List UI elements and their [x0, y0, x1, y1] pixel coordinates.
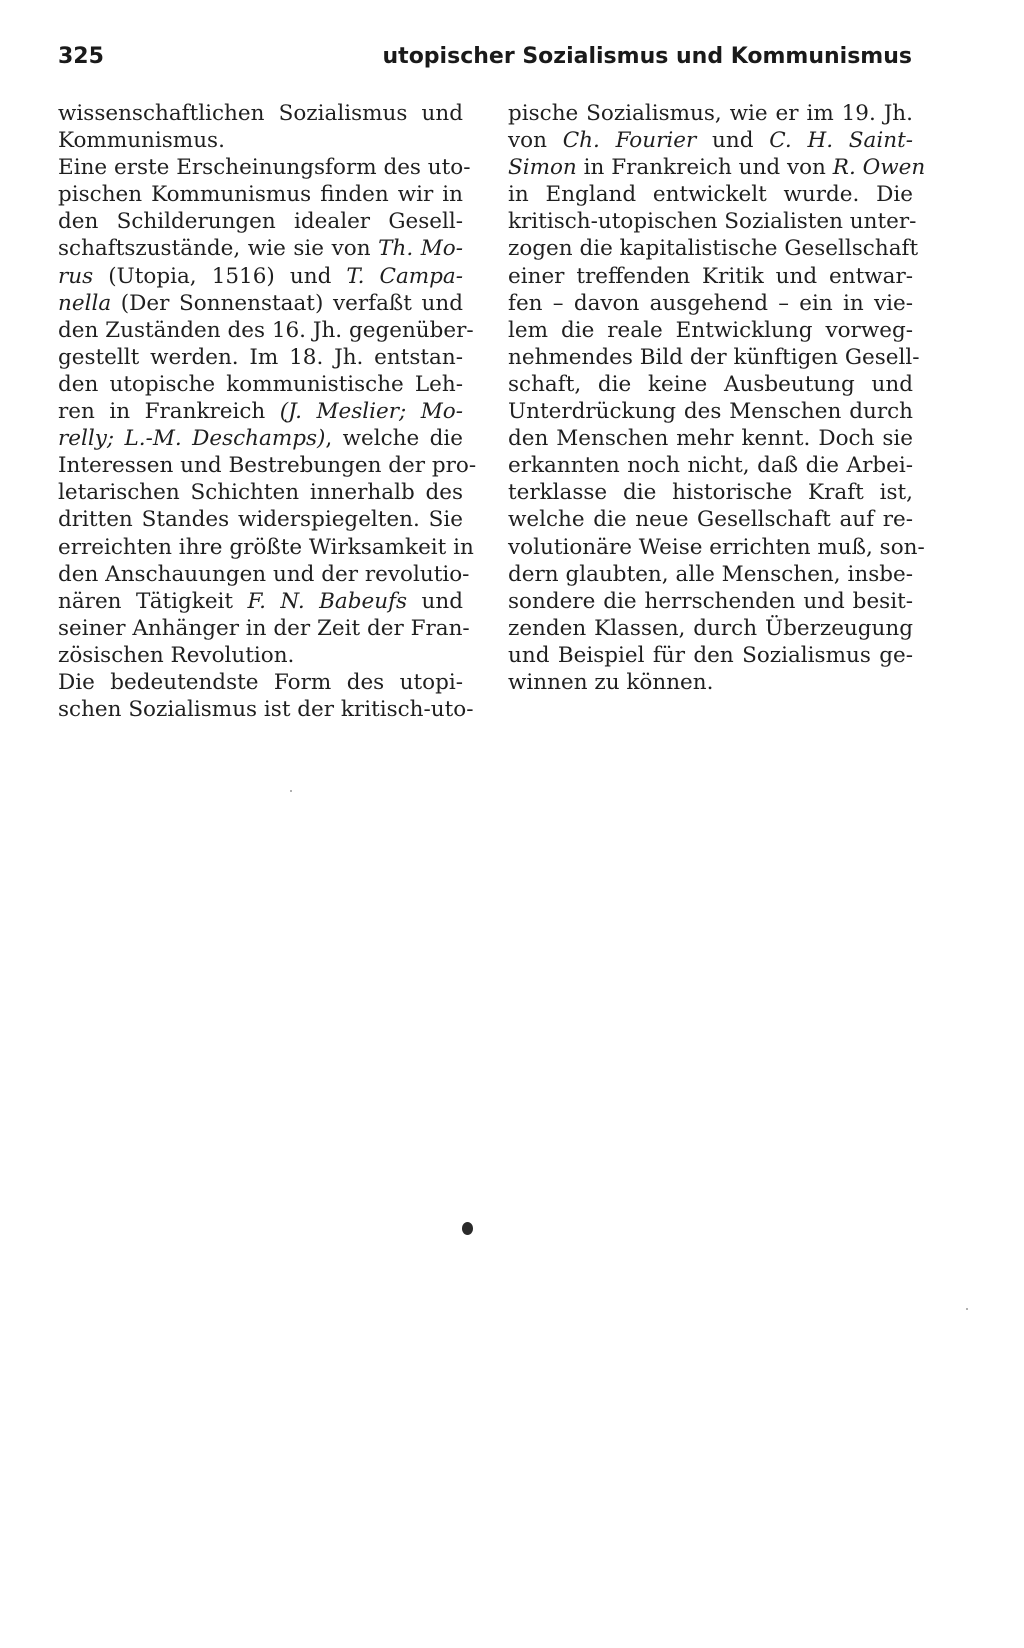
text-line: welche die neue Gesellschaft auf re- [508, 507, 913, 533]
text-line: pische Sozialismus, wie er im 19. Jh. [508, 101, 913, 126]
text-line: rus (Utopia, 1516) und T. Campa- [58, 263, 463, 289]
text-line: schaft, die keine Ausbeutung und [508, 371, 913, 397]
left-text-column [58, 100, 477, 723]
text-line: zogen die kapitalistische Gesellschaft [508, 236, 919, 262]
text-line: Eine erste Erscheinungsform des uto- [58, 155, 471, 181]
text-line: zösischen Revolution. [58, 642, 295, 668]
text-line: erreichten ihre größte Wirksamkeit in [58, 534, 474, 560]
running-title: utopischer Sozialismus und Kommunismus [382, 44, 912, 69]
text-line: winnen zu können. [508, 669, 714, 695]
text-line: Interessen und Bestrebungen der pro- [58, 453, 477, 479]
paper-speck [290, 790, 292, 792]
ink-dot [462, 1222, 473, 1235]
text-line: Simon in Frankreich und von R. Owen [508, 155, 926, 181]
text-line: nehmendes Bild der künftigen Gesell- [508, 344, 920, 370]
text-line: zenden Klassen, durch Überzeugung [508, 615, 913, 641]
text-line: von Ch. Fourier und C. H. Saint- [508, 128, 913, 154]
text-line: lem die reale Entwicklung vorweg- [508, 317, 913, 343]
text-line: sondere die herrschenden und besit- [508, 588, 913, 614]
text-line: Unterdrückung des Menschen durch [508, 399, 913, 425]
text-line: Die bedeutendste Form des utopi- [58, 669, 463, 695]
text-line: dritten Standes widerspiegelten. Sie [58, 507, 463, 533]
text-line: kritisch-utopischen Sozialisten unter- [508, 209, 917, 235]
page-number: 325 [58, 44, 104, 69]
text-line: den utopische kommunistische Leh- [58, 371, 463, 397]
paper-speck [966, 1308, 968, 1310]
text-line: relly; L.-M. Deschamps), welche die [58, 426, 464, 452]
text-line: pischen Kommunismus finden wir in [58, 182, 463, 208]
text-line: und Beispiel für den Sozialismus ge- [508, 642, 913, 668]
text-line: schaftszustände, wie sie von Th. Mo- [58, 236, 463, 262]
text-line: erkannten noch nicht, daß die Arbei- [508, 453, 913, 479]
text-line: terklasse die historische Kraft ist, [508, 480, 913, 506]
text-line: den Anschauungen und der revolutio- [58, 561, 470, 587]
text-line: fen – davon ausgehend – ein in vie- [508, 290, 913, 316]
text-line: in England entwickelt wurde. Die [508, 182, 913, 208]
text-line: nären Tätigkeit F. N. Babeufs und [58, 588, 463, 614]
text-line: den Menschen mehr kennt. Doch sie [508, 426, 913, 452]
text-line: nella (Der Sonnenstaat) verfaßt und [58, 290, 463, 316]
text-line: seiner Anhänger in der Zeit der Fran- [58, 615, 470, 641]
page-header [58, 44, 912, 80]
text-line: schen Sozialismus ist der kritisch-uto- [58, 697, 474, 723]
right-text-column [508, 100, 926, 696]
text-line: wissenschaftlichen Sozialismus und [58, 101, 463, 126]
text-line: Kommunismus. [58, 128, 225, 154]
text-line: ren in Frankreich (J. Meslier; Mo- [58, 399, 463, 425]
text-line: dern glaubten, alle Menschen, insbe- [508, 561, 913, 587]
text-line: gestellt werden. Im 18. Jh. entstan- [58, 344, 463, 370]
text-line: volutionäre Weise errichten muß, son- [508, 534, 925, 560]
text-line: einer treffenden Kritik und entwar- [508, 263, 913, 289]
text-line: den Schilderungen idealer Gesell- [58, 209, 463, 235]
text-line: letarischen Schichten innerhalb des [58, 480, 463, 506]
text-line: den Zuständen des 16. Jh. gegenüber- [58, 317, 474, 343]
